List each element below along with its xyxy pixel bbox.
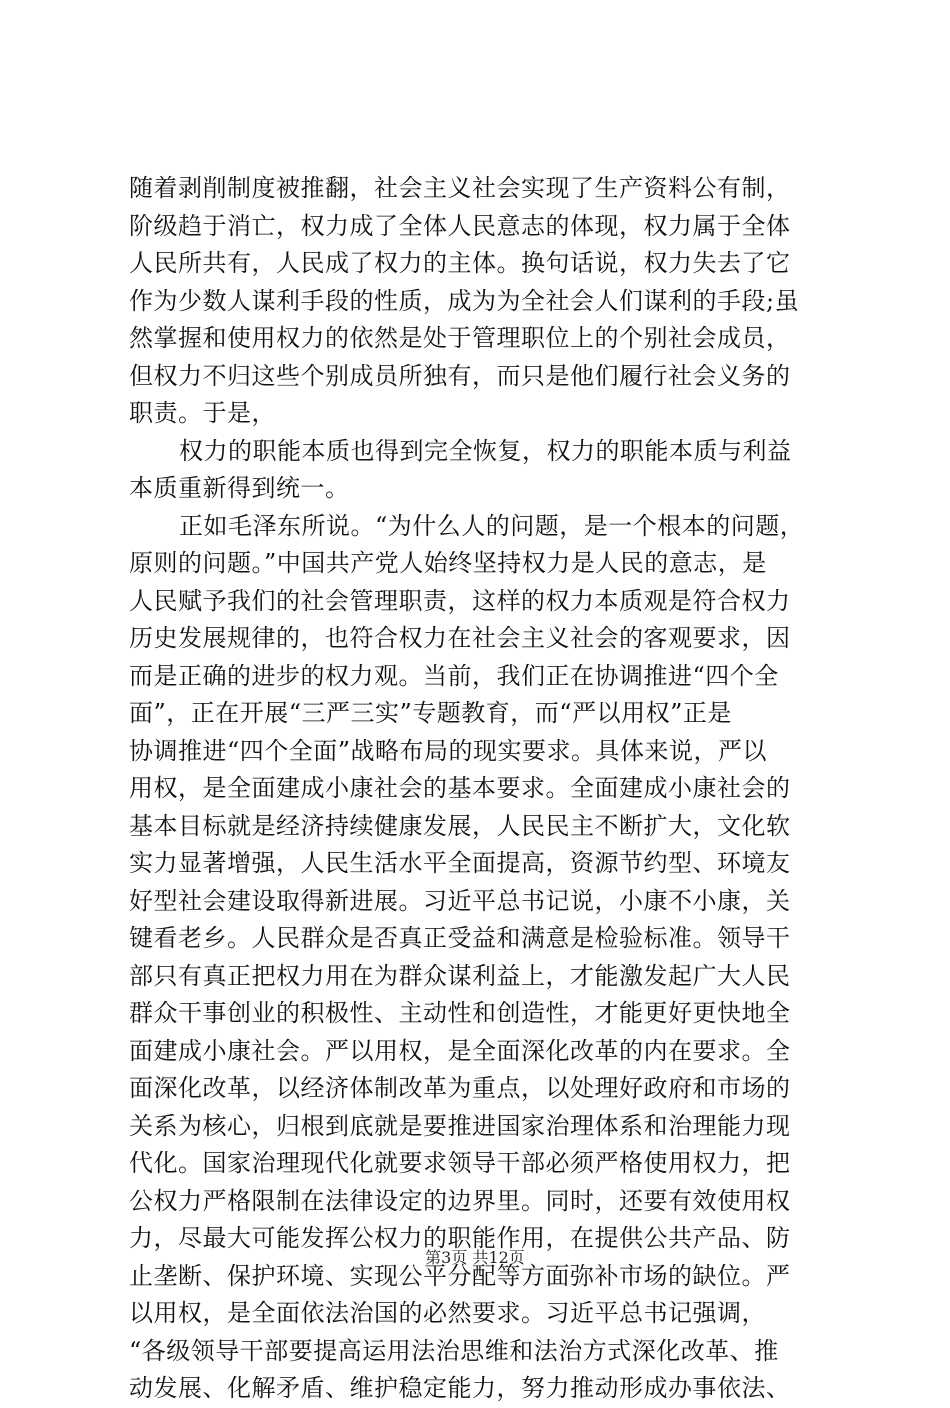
- text-line: 面”，正在开展“三严三实”专题教育，而“严以用权”正是: [129, 699, 732, 727]
- text-line: 关系为核心，归根到底就是要推进国家治理体系和治理能力现: [129, 1111, 791, 1140]
- text-line: 随着剥削制度被推翻，社会主义社会实现了生产资料公有制，: [129, 174, 791, 202]
- text-line: 人民赋予我们的社会管理职责，这样的权力本质观是符合权力: [129, 586, 791, 615]
- text-line: 部只有真正把权力用在为群众谋利益上，才能激发起广大人民: [129, 961, 791, 990]
- text-line: 面建成小康社会。严以用权，是全面深化改革的内在要求。全: [129, 1036, 791, 1065]
- text-line: 而是正确的进步的权力观。当前，我们正在协调推进“四个全: [129, 661, 779, 690]
- text-line: 阶级趋于消亡，权力成了全体人民意志的体现，权力属于全体: [129, 211, 791, 240]
- text-line: 作为少数人谋利手段的性质，成为为全社会人们谋利的手段;虽: [129, 286, 800, 315]
- text-line: 权力的职能本质也得到完全恢复，权力的职能本质与利益: [179, 436, 792, 465]
- text-line: 好型社会建设取得新进展。习近平总书记说，小康不小康，关: [129, 886, 791, 915]
- text-line: 群众干事创业的积极性、主动性和创造性，才能更好更快地全: [129, 999, 791, 1027]
- text-line: 但权力不归这些个别成员所独有，而只是他们履行社会义务的: [129, 361, 791, 390]
- text-line: 实力显著增强，人民生活水平全面提高，资源节约型、环境友: [129, 849, 791, 877]
- text-line: 本质重新得到统一。: [129, 474, 350, 502]
- text-line: 动发展、化解矛盾、维护稳定能力，努力推动形成办事依法、: [129, 1374, 791, 1402]
- text-line: 历史发展规律的，也符合权力在社会主义社会的客观要求，因: [129, 624, 791, 652]
- text-line: 职责。于是，: [129, 399, 276, 427]
- text-line: 代化。国家治理现代化就要求领导干部必须严格使用权力，把: [129, 1149, 791, 1177]
- text-line: 以用权，是全面依法治国的必然要求。习近平总书记强调，: [129, 1299, 766, 1327]
- text-line: 原则的问题。”中国共产党人始终坚持权力是人民的意志，是: [129, 549, 767, 577]
- text-line: 力，尽最大可能发挥公权力的职能作用，在提供公共产品、防: [129, 1224, 791, 1252]
- text-line: 止垄断、保护环境、实现公平分配等方面弥补市场的缺位。严: [129, 1261, 791, 1290]
- text-line: 公权力严格限制在法律设定的边界里。同时，还要有效使用权: [129, 1186, 791, 1215]
- text-line: 键看老乡。人民群众是否真正受益和满意是检验标准。领导干: [129, 924, 791, 952]
- text-line: 人民所共有，人民成了权力的主体。换句话说，权力失去了它: [129, 249, 791, 277]
- text-line: 用权，是全面建成小康社会的基本要求。全面建成小康社会的: [129, 774, 791, 802]
- text-line: 协调推进“四个全面”战略布局的现实要求。具体来说，严以: [129, 736, 768, 765]
- text-line: 正如毛泽东所说。“为什么人的问题，是一个根本的问题，: [179, 511, 805, 540]
- page-number-footer: 第3页 共12页: [425, 1248, 525, 1267]
- text-line: “各级领导干部要提高运用法治思维和法治方式深化改革、推: [129, 1336, 779, 1365]
- text-line: 基本目标就是经济持续健康发展，人民民主不断扩大，文化软: [129, 811, 791, 840]
- text-line: 面深化改革，以经济体制改革为重点，以处理好政府和市场的: [129, 1074, 791, 1102]
- body-text: [129, 170, 829, 1408]
- text-line: 然掌握和使用权力的依然是处于管理职位上的个别社会成员，: [129, 324, 791, 352]
